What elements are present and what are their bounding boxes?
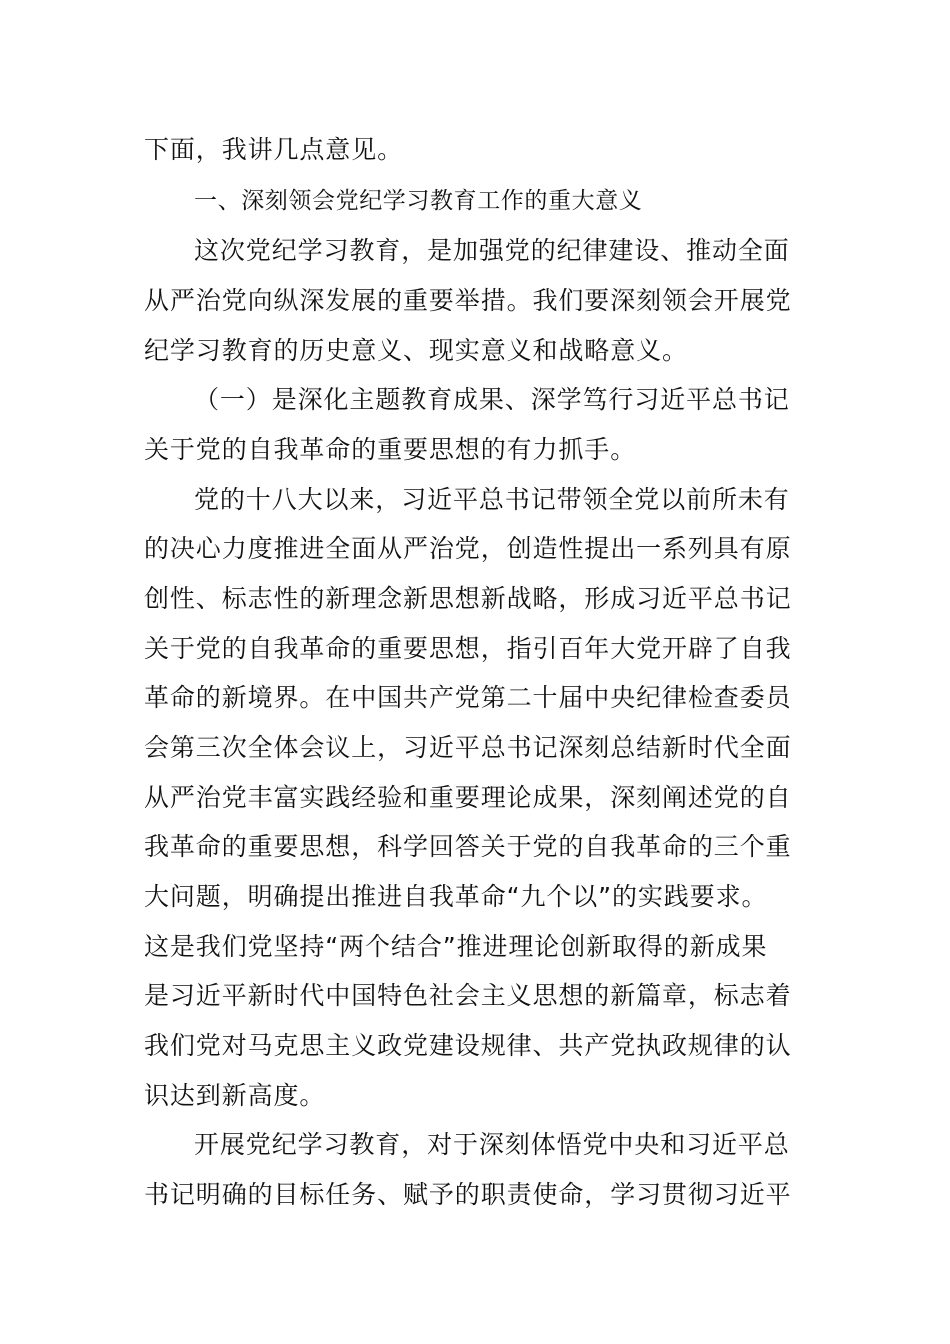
paragraph-line: 革命的新境界。在中国共产党第二十届中央纪律检查委员 <box>144 683 792 712</box>
paragraph-line: 会第三次全体会议上，习近平总书记深刻总结新时代全面 <box>144 733 792 762</box>
paragraph-line: 从严治党丰富实践经验和重要理论成果，深刻阐述党的自 <box>144 783 792 812</box>
paragraph-line: 我们党对马克思主义政党建设规律、共产党执政规律的认 <box>144 1031 792 1060</box>
paragraph-line: 纪学习教育的历史意义、现实意义和战略意义。 <box>144 336 688 365</box>
paragraph-line: 我革命的重要思想，科学回答关于党的自我革命的三个重 <box>144 832 792 861</box>
subsection-heading: 关于党的自我革命的重要思想的有力抓手。 <box>144 435 637 464</box>
subsection-heading: （一）是深化主题教育成果、深学笃行习近平总书记 <box>194 385 790 414</box>
paragraph-line: 是习近平新时代中国特色社会主义思想的新篇章，标志着 <box>144 981 792 1010</box>
paragraph-line: 关于党的自我革命的重要思想，指引百年大党开辟了自我 <box>144 634 792 663</box>
paragraph-line: 这是我们党坚持“两个结合”推进理论创新取得的新成果 <box>144 932 768 961</box>
paragraph-line: 的决心力度推进全面从严治党，创造性提出一系列具有原 <box>144 534 792 563</box>
paragraph-line: 创性、标志性的新理念新思想新战略，形成习近平总书记 <box>144 584 792 613</box>
paragraph-line: 开展党纪学习教育，对于深刻体悟党中央和习近平总 <box>194 1130 790 1159</box>
paragraph-line: 识达到新高度。 <box>144 1081 326 1110</box>
text-line: 下面，我讲几点意见。 <box>144 135 404 164</box>
paragraph-line: 党的十八大以来，习近平总书记带领全党以前所未有 <box>194 485 790 514</box>
paragraph-line: 书记明确的目标任务、赋予的职责使命，学习贯彻习近平 <box>144 1180 792 1209</box>
section-heading: 一、深刻领会党纪学习教育工作的重大意义 <box>194 188 643 214</box>
paragraph-line: 这次党纪学习教育，是加强党的纪律建设、推动全面 <box>194 236 790 265</box>
paragraph-line: 大问题，明确提出推进自我革命“九个以”的实践要求。 <box>144 882 768 911</box>
paragraph-line: 从严治党向纵深发展的重要举措。我们要深刻领会开展党 <box>144 286 792 315</box>
